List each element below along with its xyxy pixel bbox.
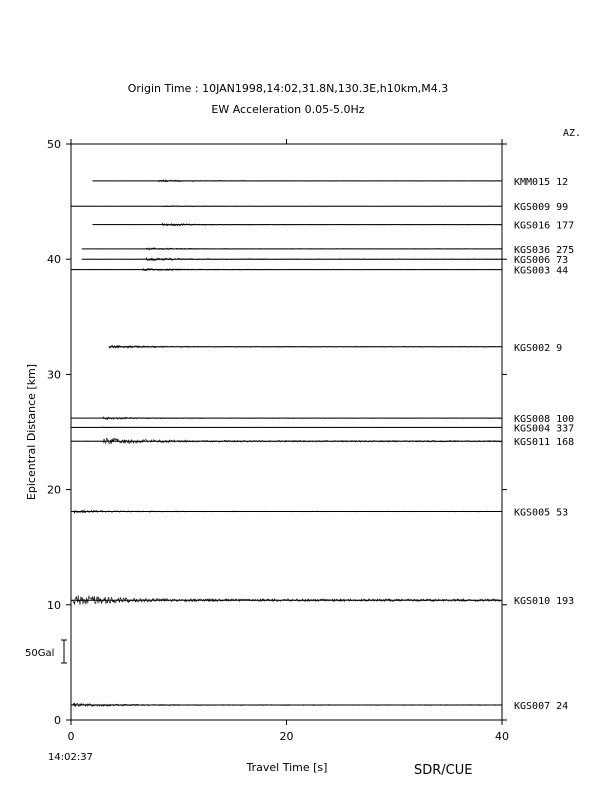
station-label: KGS006 73 <box>514 255 569 267</box>
trace-waveform <box>71 510 502 513</box>
y-tick-label: 0 <box>54 714 61 727</box>
y-tick-label: 40 <box>47 253 61 267</box>
station-label: KGS016 177 <box>514 220 575 232</box>
y-tick-label: 10 <box>47 598 61 612</box>
trace-waveform <box>93 223 502 226</box>
x-tick-label: 20 <box>279 730 294 743</box>
trace-waveform <box>82 248 502 250</box>
station-label: KGS005 53 <box>514 507 569 519</box>
scale-bar-label: 50Gal <box>25 648 55 659</box>
station-label: KGS003 44 <box>514 265 569 277</box>
credit-label: SDR/CUE <box>414 763 473 778</box>
x-tick-label: 40 <box>495 730 509 743</box>
plot-frame <box>71 144 502 720</box>
x-axis-label: Travel Time [s] <box>246 761 328 774</box>
y-tick-label: 20 <box>47 483 61 497</box>
station-label: KGS010 193 <box>514 596 575 608</box>
y-axis-label: Epicentral Distance [km] <box>25 363 38 501</box>
station-label: KGS008 100 <box>514 414 575 426</box>
trace-waveform <box>82 258 502 261</box>
y-tick-label: 30 <box>47 368 61 382</box>
station-label: KGS002 9 <box>514 342 563 354</box>
chart-title: Origin Time : 10JAN1998,14:02,31.8N,130.3E,h10km,M4.3 <box>127 82 449 95</box>
x-tick-label: 0 <box>67 730 75 743</box>
azimuth-column-header: AZ. <box>563 128 582 139</box>
y-tick-label: 50 <box>47 138 61 151</box>
station-label: KGS009 99 <box>514 202 569 214</box>
station-label: KGS011 168 <box>514 437 575 449</box>
record-start-time: 14:02:37 <box>48 752 93 763</box>
chart-subtitle: EW Acceleration 0.05-5.0Hz <box>211 103 365 116</box>
station-label: KGS007 24 <box>514 701 569 713</box>
trace-waveform <box>71 417 502 419</box>
trace-waveform <box>71 269 502 271</box>
trace-waveform <box>93 180 502 182</box>
station-label: KGS004 337 <box>514 423 575 435</box>
station-label: KGS036 275 <box>514 244 575 256</box>
trace-group <box>71 177 574 712</box>
station-label: KMM015 12 <box>514 176 569 188</box>
amplitude-scale-bar <box>25 640 67 663</box>
